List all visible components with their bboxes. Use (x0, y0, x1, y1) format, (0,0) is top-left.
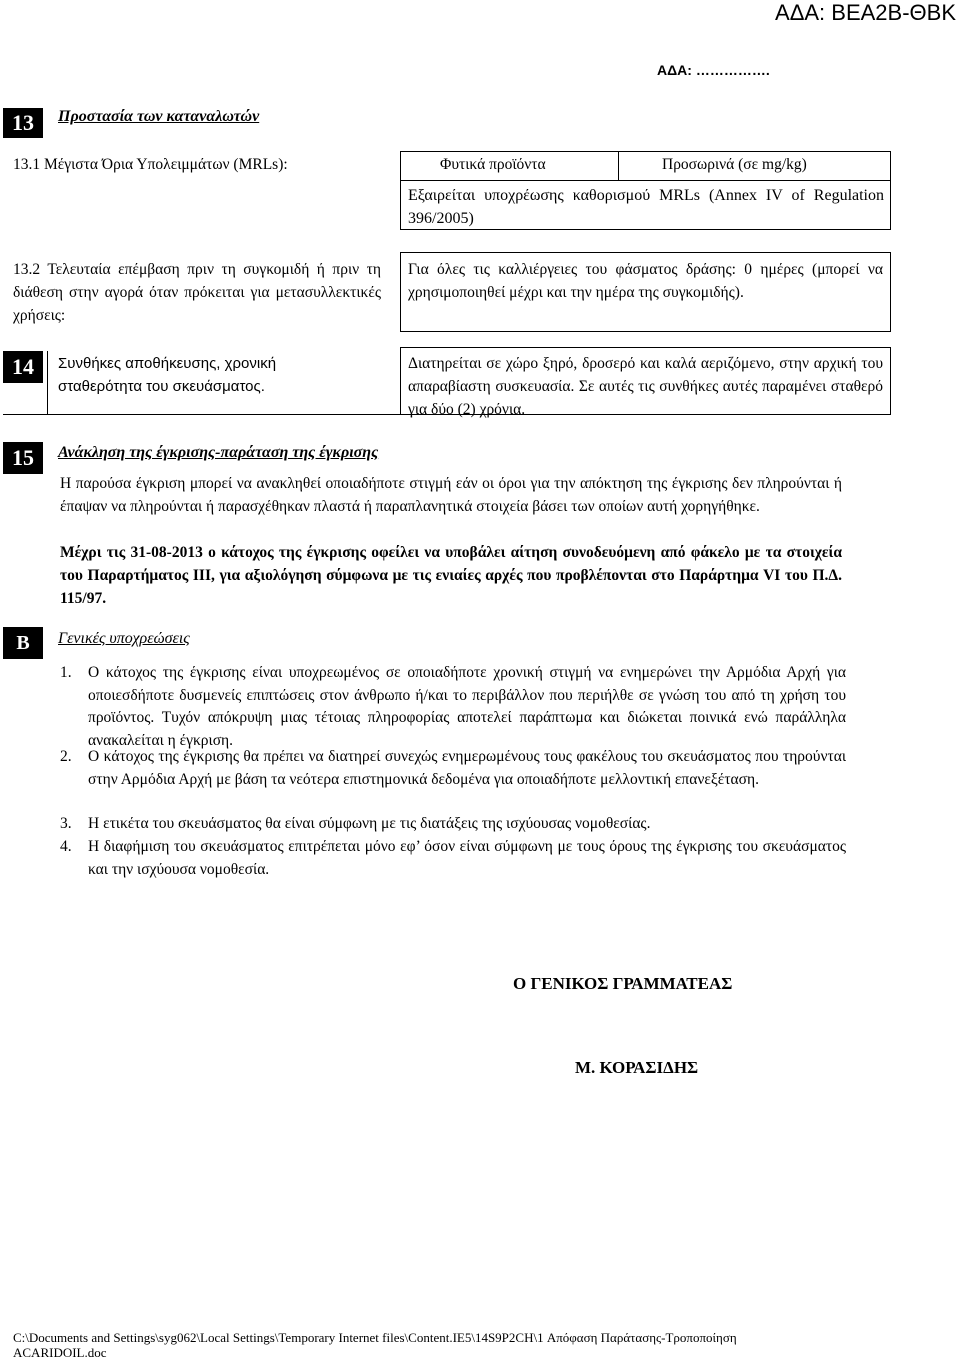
mrl-exemption: Εξαιρείται υποχρέωσης καθορισμού MRLs (Annex IV of Regulation 396/2005) (408, 187, 884, 227)
list-item-number: 1. (60, 664, 72, 681)
section-15-title: Ανάκληση της έγκρισης-παράταση της έγκρισης (58, 444, 379, 461)
list-item-text: Ο κάτοχος της έγκρισης θα πρέπει να διατηρεί συνεχώς ενημερωμένους τους φακέλους του σκευάσματος που τηρούνται στην Αρμόδια Αρχή με βάση τα νεότερα επιστημονικά δεδομένα για οποιαδήποτε μελλοντική επανεξέταση. (88, 748, 846, 788)
section-14-label: Συνθήκες αποθήκευσης, χρονική σταθερότητα του σκευάσματος. (58, 355, 277, 395)
ada-placeholder: ΑΔΑ: ……………. (657, 62, 770, 78)
mrl-table-col-divider (618, 151, 619, 180)
list-item-number: 3. (60, 815, 72, 832)
section-13-1-label: 13.1 Μέγιστα Όρια Υπολειμμάτων (MRLs): (13, 156, 288, 173)
list-item (60, 662, 846, 752)
section-b-title: Γενικές υποχρεώσεις (58, 630, 190, 647)
phi-value: Για όλες τις καλλιέργειες του φάσματος δράσης: 0 ημέρες (μπορεί να χρησιμοποιηθεί μέχρι και την ημέρα της συγκομιδής). (408, 261, 883, 301)
footer-path-line1: C:\Documents and Settings\syg062\Local Settings\Temporary Internet files\Content.IE5\14S9P2CH\1 Απόφαση Παράτασης-Τροποποίηση (13, 1330, 737, 1345)
section-13-number: 13 (3, 108, 43, 138)
mrl-col-products: Φυτικά προϊόντα (440, 156, 546, 173)
list-item (60, 813, 846, 836)
footer-path-line2: ACARIDOIL.doc (13, 1345, 107, 1360)
mrl-col-provisional: Προσωρινά (σε mg/kg) (662, 156, 807, 173)
list-item-text: Ο κάτοχος της έγκρισης είναι υποχρεωμένος σε οποιαδήποτε χρονική στιγμή να ενημερώνει την Αρμόδια Αρχή για οποιεσδήποτε δυσμενείς επιπτώσεις στον άνθρωπο ή/και το περιβάλλον που περιήλθε σε γνώση του από τη χρήση του προϊόντος. Τυχόν απόκρυψη μιας τέτοιας πληροφορίας αποτελεί παράπτωμα και διώκεται ποινικά ενώ παράλληλα ανακαλείται η έγκριση. (88, 664, 846, 749)
section-15-paragraph: Η παρούσα έγκριση μπορεί να ανακληθεί οποιαδήποτε στιγμή εάν οι όροι για την απόκτηση της έγκρισης δεν πληρούνται ή έπαψαν να πληρούνται ή παρασχέθηκαν πλαστά ή παραπλανητικά στοιχεία βάσει των οποίων αυτή χορηγήθηκε. (60, 475, 842, 515)
section-13-title: Προστασία των καταναλωτών (58, 108, 260, 125)
storage-value: Διατηρείται σε χώρο ξηρό, δροσερό και καλά αεριζόμενο, στην αρχική του απαραβίαστη συσκευασία. Σε αυτές τις συνθήκες αυτές παραμένει σταθερό για δύο (2) χρόνια. (408, 355, 883, 418)
section-14-number: 14 (3, 351, 43, 383)
signature-role: Ο ΓΕΝΙΚΟΣ ΓΡΑΜΜΑΤΕΑΣ (513, 974, 733, 993)
list-item-text: Η διαφήμιση του σκευάσματος επιτρέπεται μόνο εφ’ όσον είναι σύμφωνη με τους όρους της έγκρισης του σκευάσματος και την ισχύουσα νομοθεσία. (88, 838, 846, 878)
section-15-bold-paragraph: Μέχρι τις 31-08-2013 ο κάτοχος της έγκρισης οφείλει να υποβάλει αίτηση συνοδευόμενη από φάκελο με τα στοιχεία του Παραρτήματος ΙΙΙ, για αξιολόγηση σύμφωνα με τις ενιαίες αρχές που προβλέπονται στο Παράρτημα VI του Π.Δ. 115/97. (60, 544, 842, 607)
list-item (60, 836, 846, 881)
list-item-number: 2. (60, 748, 72, 765)
section-b-number: Β (3, 627, 43, 659)
section-14-vline (47, 351, 48, 414)
list-item-number: 4. (60, 838, 72, 855)
ada-code: ΑΔΑ: ΒΕΑ2Β-ΘΒΚ (775, 0, 956, 25)
list-item-text: Η ετικέτα του σκευάσματος θα είναι σύμφωνη με τις διατάξεις της ισχύουσας νομοθεσίας. (88, 815, 651, 832)
signature-name: Μ. ΚΟΡΑΣΙΔΗΣ (575, 1058, 699, 1077)
section-13-2-label: 13.2 Τελευταία επέμβαση πριν τη συγκομιδή ή πριν τη διάθεση στην αγορά όταν πρόκειται για μετασυλλεκτικές χρήσεις: (13, 261, 381, 324)
section-15-number: 15 (3, 442, 43, 474)
mrl-table-divider (400, 180, 891, 181)
list-item (60, 746, 846, 791)
